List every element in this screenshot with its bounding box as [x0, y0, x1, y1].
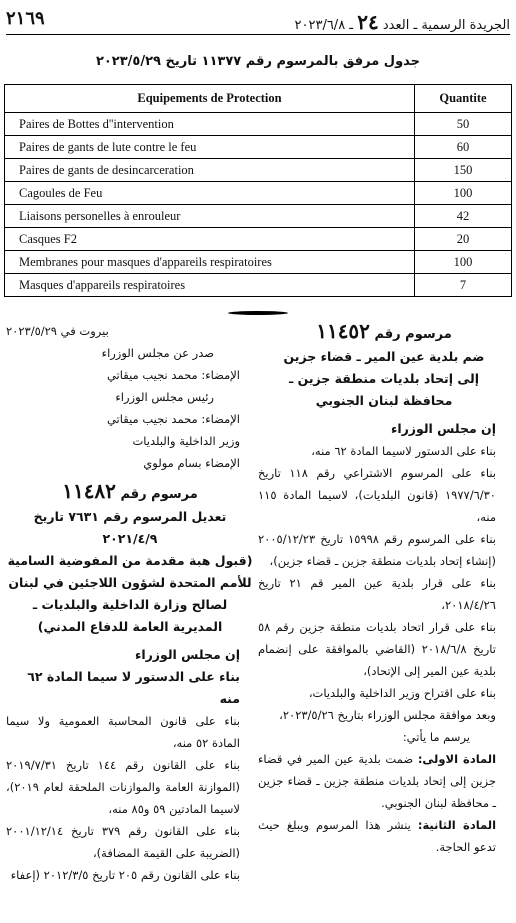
- item-cell: Paires de gants de desincarceration: [5, 159, 415, 182]
- preamble-paragraph: بناء على القانون رقم ٢٠٥ تاريخ ٢٠١٢/٣/٥ (إعفاء: [10, 868, 240, 882]
- issue-date-place: بيروت في ٢٠٢٣/٥/٢٩: [6, 324, 109, 338]
- decree-number-heading: [6, 480, 254, 506]
- preamble-paragraph: بناء على قانون المحاسبة العمومية ولا سيما المادة ٥٢ منه،: [6, 714, 240, 750]
- qty-cell: 50: [415, 113, 512, 136]
- table-header-row: [5, 85, 512, 113]
- council-heading: إن مجلس الوزراء: [390, 421, 496, 436]
- signature-line: الإمضاء: محمد نجيب ميقاتي: [106, 412, 240, 426]
- decrees-line: يرسم ما يأتي:: [402, 730, 470, 744]
- qty-cell: 7: [415, 274, 512, 297]
- preamble-paragraph: بناء على الدستور لاسيما المادة ٦٢ منه،: [311, 444, 496, 458]
- decree-number: ١١٤٥٢: [316, 319, 370, 343]
- table-row: [5, 228, 512, 251]
- decree-number-heading: [258, 320, 510, 346]
- qty-cell: 100: [415, 251, 512, 274]
- item-cell: Liaisons personelles à enrouleur: [5, 205, 415, 228]
- preamble-paragraph: بناء على اقتراح وزير الداخلية والبلديات،: [308, 686, 496, 700]
- preamble-paragraph: بناء على المرسوم رقم ١٥٩٩٨ تاريخ ٢٠٠٥/١٢/٢٣ (إنشاء إتحاد بلديات منطقة جزين ـ قضاء جزين)،: [258, 532, 496, 568]
- article-label: المادة الاولى:: [417, 752, 497, 766]
- gazette-issue-line: [295, 10, 510, 34]
- decree-title-line: ضم بلدية عين المير ـ قضاء جزين: [283, 349, 485, 364]
- issue-number: ٢٤: [357, 10, 379, 34]
- preamble-paragraph: بناء على قرار بلدية عين المير قم ٢١ تاريخ ٢٠١٨/٤/٢٦،: [258, 576, 496, 612]
- item-cell: Masques d'appareils respiratoires: [5, 274, 415, 297]
- table-row: [5, 274, 512, 297]
- table-row: [5, 205, 512, 228]
- decree-title-line: للأمم المتحدة لشؤون اللاجئين في لبنان: [8, 575, 252, 590]
- issue-prefix: الجريدة الرسمية ـ العدد: [382, 18, 510, 33]
- decree-label: مرسوم رقم: [120, 487, 198, 502]
- table-row: [5, 251, 512, 274]
- signature-line: الإمضاء بسام مولوي: [143, 456, 240, 470]
- preamble-paragraph: بناء على الدستور لا سيما المادة ٦٢ منه: [27, 669, 240, 706]
- decree-title-line: (قبول هبة مقدمة من المفوضية السامية: [7, 553, 253, 568]
- item-cell: Cagoules de Feu: [5, 182, 415, 205]
- preamble-paragraph: بناء على القانون رقم ١٤٤ تاريخ ٢٠١٩/٧/٣١ (الموازنة العامة والموازنات الملحقة لعام ٢٠١٩)، لاسيما المادتين ٥٩ و٨٥ منه،: [6, 758, 240, 816]
- preamble-paragraph: وبعد موافقة مجلس الوزراء بتاريخ ٢٠٢٣/٥/٢٦،: [279, 708, 496, 722]
- decree-title-line: محافظة لبنان الجنوبي: [315, 393, 453, 408]
- decree-title-line: لصالح وزارة الداخلية والبلديات ـ: [32, 597, 228, 612]
- decree-number: ١١٤٨٢: [62, 479, 116, 503]
- table-row: [5, 113, 512, 136]
- article-paragraph: [258, 748, 510, 814]
- issue-date: ـ ٢٠٢٣/٦/٨: [294, 18, 354, 33]
- item-cell: Paires de gants de lute contre le feu: [5, 136, 415, 159]
- article-label: المادة الثانية:: [417, 818, 497, 832]
- column-header-item: Equipements de Protection: [5, 85, 415, 113]
- decree-title-line: تعديل المرسوم رقم ٧٦٣١ تاريخ ٢٠٢١/٤/٩: [33, 509, 227, 546]
- section-divider: [228, 311, 288, 315]
- item-cell: Membranes pour masques d'appareils respiratoires: [5, 251, 415, 274]
- signature-line: وزير الداخلية والبلديات: [132, 434, 240, 448]
- qty-cell: 20: [415, 228, 512, 251]
- council-heading: إن مجلس الوزراء: [134, 647, 240, 662]
- table-row: [5, 159, 512, 182]
- qty-cell: 60: [415, 136, 512, 159]
- qty-cell: 42: [415, 205, 512, 228]
- qty-cell: 150: [415, 159, 512, 182]
- header-rule: [6, 34, 510, 35]
- preamble-paragraph: بناء على قرار اتحاد بلديات منطقة جزين رقم ٥٨ تاريخ ٢٠١٨/٦/٨ (القاضي بالموافقة على إنضمام بلدية عين المير إلى الإتحاد)،: [258, 620, 496, 678]
- decree-label: مرسوم رقم: [374, 327, 452, 342]
- item-cell: Paires de Bottes d''intervention: [5, 113, 415, 136]
- page-header: [6, 6, 510, 32]
- signature-line: رئيس مجلس الوزراء: [115, 390, 214, 404]
- decree-11482-column: [6, 320, 254, 886]
- signature-line: الإمضاء: محمد نجيب ميقاتي: [106, 368, 240, 382]
- article-paragraph: [258, 814, 510, 858]
- article-text: ضمت بلدية عين المير في قضاء جزين إلى إتحاد بلديات منطقة جزين ـ قضاء جزين ـ محافظة لبنان الجنوبي.: [258, 752, 496, 810]
- preamble-paragraph: بناء على المرسوم الاشتراعي رقم ١١٨ تاريخ ١٩٧٧/٦/٣٠ (قانون البلديات)، لاسيما المادة ١١٥ منه،: [258, 466, 496, 524]
- table-row: [5, 136, 512, 159]
- decree-title-line: إلى إتحاد بلديات منطقة جزين ـ: [288, 371, 480, 386]
- qty-cell: 100: [415, 182, 512, 205]
- article-text: ينشر هذا المرسوم ويبلغ حيث تدعو الحاجة.: [258, 818, 496, 854]
- decree-title-line: المديرية العامة للدفاع المدني): [37, 619, 223, 634]
- signature-line: صدر عن مجلس الوزراء: [101, 346, 214, 360]
- column-header-qty: Quantite: [415, 85, 512, 113]
- equipment-table: [4, 84, 512, 297]
- table-row: [5, 182, 512, 205]
- page-number: ٢١٦٩: [6, 8, 45, 29]
- decree-11452-column: [258, 320, 510, 858]
- table-title: جدول مرفق بالمرسوم رقم ١١٣٧٧ تاريخ ٢٠٢٣/٥/٢٩: [95, 54, 421, 69]
- item-cell: Casques F2: [5, 228, 415, 251]
- preamble-paragraph: بناء على القانون رقم ٣٧٩ تاريخ ٢٠٠١/١٢/١٤ (الضريبة على القيمة المضافة)،: [6, 824, 240, 860]
